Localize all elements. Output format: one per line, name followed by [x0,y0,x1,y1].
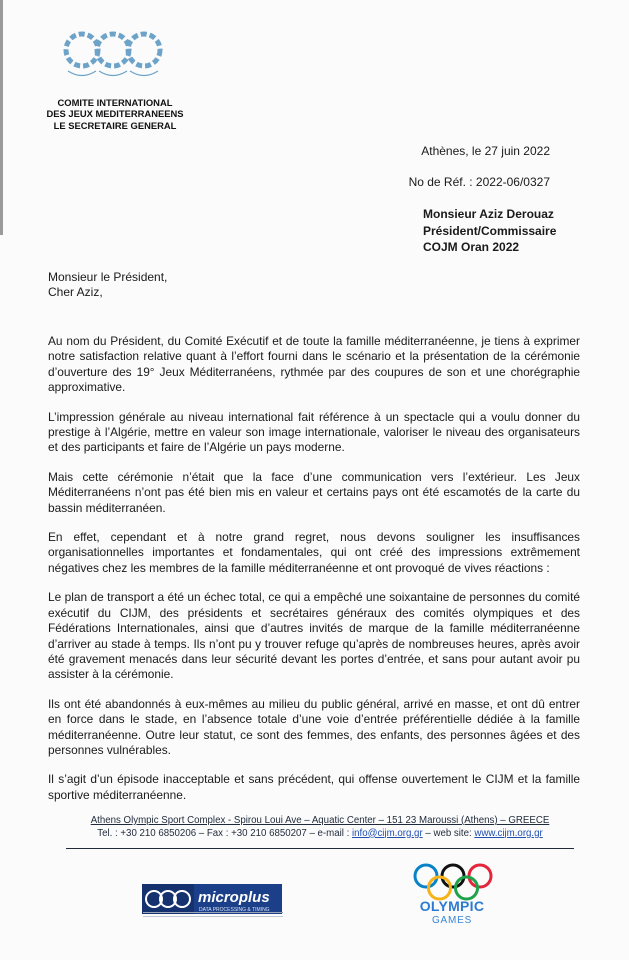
organization-header [40,97,190,131]
recipient-title: Président/Commissaire [423,223,557,238]
footer-website-label: – web site: [422,827,475,839]
recipient-block [423,206,556,256]
microplus-caption-line [143,916,283,920]
org-line-3: LE SECRETAIRE GENERAL [53,119,177,131]
body-paragraph: Ils ont été abandonnés à eux-mêmes au milieu du public général, arrivé en masse, et ont dû entrer en force dans le stade, en l’absence totale d’une voie d’entrée préférentielle dédiée à la famille méditerranéenne. Outre leur statut, ce sont des femmes, des enfants, des personnes âgées et des personnes vulnérables. [48,696,580,757]
salutation-line-1: Monsieur le Président, [48,270,168,284]
body-paragraph: Mais cette cérémonie n’était que la face d’une communication vers l’extérieur. Les Jeux Méditerranéens n’ont pas été bien mis en valeur et certains pays ont été escamotés de la carte du bassin méditerranéen. [48,469,580,515]
body-paragraph: Il s’agit d’un épisode inacceptable et sans précédent, qui offense ouvertement le CIJM et la famille sportive méditerranéenne. [48,772,580,802]
footer-divider [66,848,574,849]
org-line-1: COMITE INTERNATIONAL [57,97,173,108]
letter-date: Athènes, le 27 juin 2022 [421,144,550,158]
body-paragraph: Le plan de transport a été un échec total, ce qui a empêché une soixantaine de personnes du comité exécutif du CIJM, des présidents et secrétaires généraux des comités olympiques et des Fédérations Internationales, ainsi que d’autres invités de marque de la famille méditerranéenne d’arriver au stade à temps. Ils n’ont pu y trouver refuge qu’après de nombreuses heures, après avoir été gravement menacés dans leur sécurité devant les portes d’entrée, et sans pour autant avoir pu assister à la cérémonie. [48,590,580,682]
letter-body [48,334,580,817]
microplus-wordmark: microplus [198,889,270,906]
salutation [48,270,167,300]
cijm-rings-logo [62,28,172,83]
page-edge-shadow [0,0,3,235]
body-paragraph: Au nom du Président, du Comité Exécutif et de toute la famille méditerranéenne, je tiens à exprimer notre satisfaction relative quant à l’effort fourni dans le scénario et la présentation de la cérémonie d’ouverture des 19° Jeux Méditerranéens, rythmée par des coupures de son et une chorégraphie approximative. [48,334,580,395]
salutation-line-2: Cher Aziz, [48,285,103,299]
olympic-label: OLYMPIC [419,898,485,914]
reference-number: No de Réf. : 2022-06/0327 [408,175,550,189]
email-link[interactable]: info@cijm.org.gr [352,827,423,839]
footer-phone-fax: Tel. : +30 210 6850206 – Fax : +30 210 6850207 – e-mail : [97,827,352,839]
olympic-rings-logo [412,862,494,902]
recipient-name: Monsieur Aziz Derouaz [423,207,554,221]
microplus-logo [142,884,282,914]
microplus-tagline: DATA PROCESSING & TIMING [199,907,270,913]
recipient-organization: COJM Oran 2022 [423,240,520,254]
website-link[interactable]: www.cijm.org.gr [474,827,543,839]
games-label: GAMES [431,915,473,926]
footer-address: Athens Olympic Sport Complex - Spirou Loui Ave – Aquatic Center – 151 23 Maroussi (Athens) – GREECE [90,815,550,826]
letterhead-footer [60,815,580,840]
body-paragraph: En effet, cependant et à notre grand regret, nous devons souligner les insuffisances organisationnelles importantes et fondamentales, qui ont créé des impressions extrêmement négatives chez les membres de la famille méditerranéenne et ont provoqué de vives réactions : [48,530,580,575]
org-line-2: DES JEUX MEDITERRANEENS [46,108,184,120]
body-paragraph: L’impression générale au niveau international fait référence à un spectacle qui a voulu donner du prestige à l’Algérie, mettre en valeur son image internationale, valoriser le niveau des organisateurs et des participants et faire de l’Algérie un pays moderne. [48,409,580,455]
footer-contact [60,828,580,841]
